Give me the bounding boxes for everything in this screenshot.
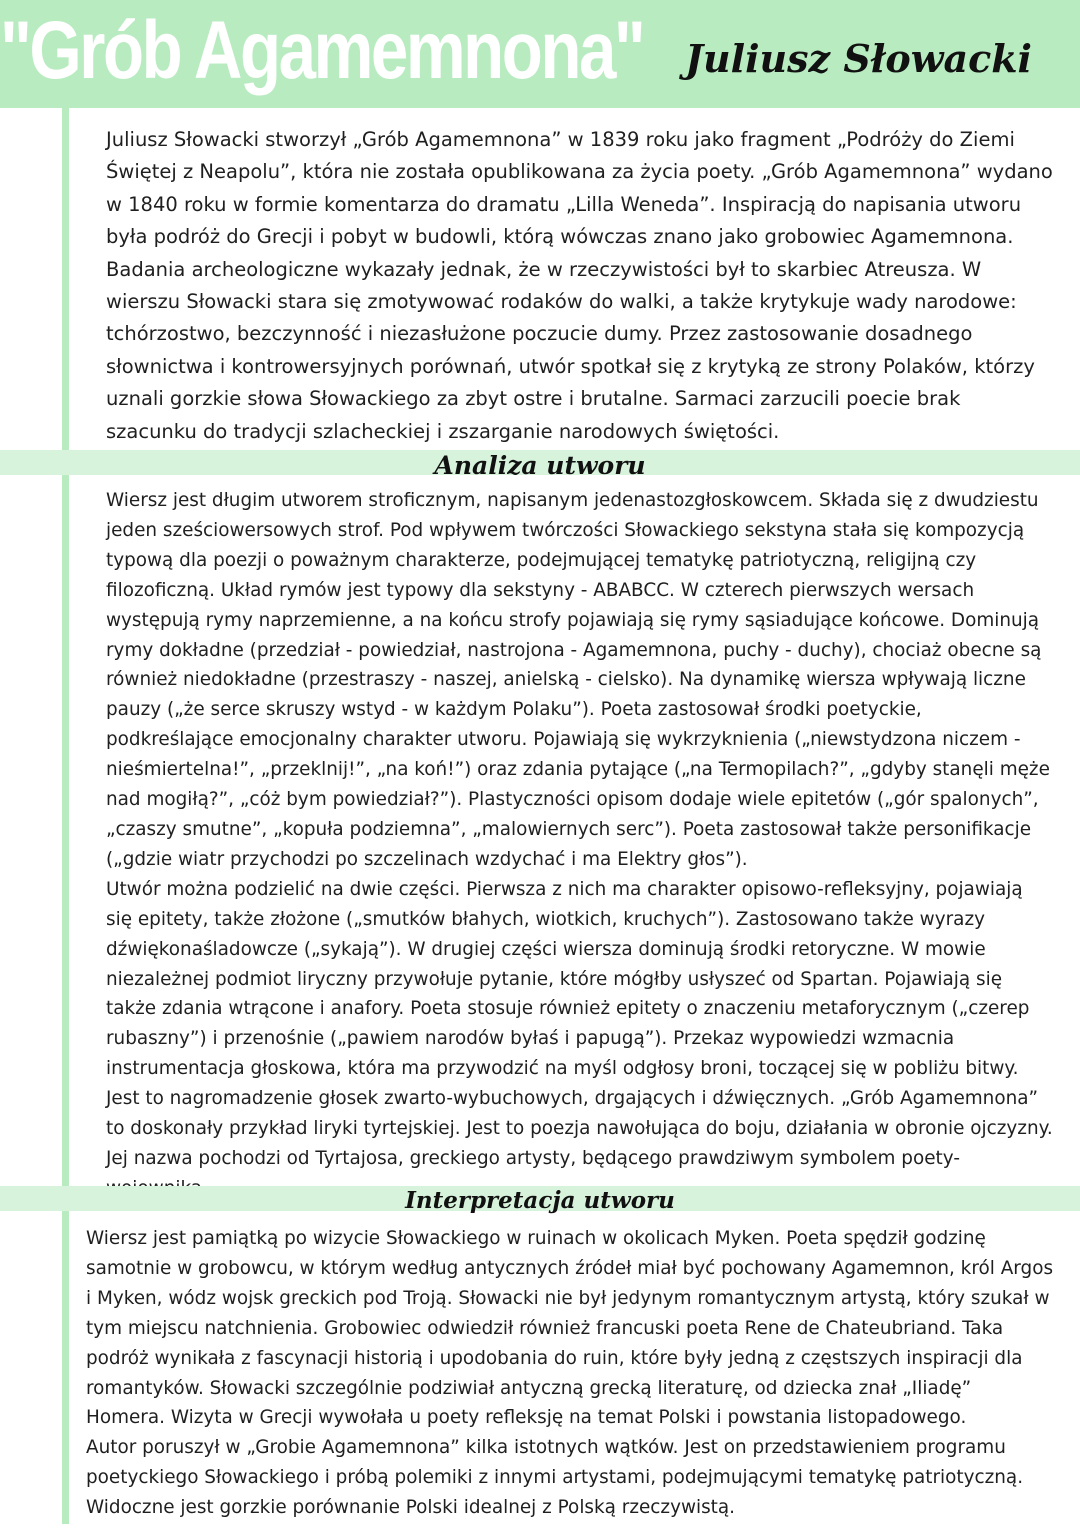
author-name: Juliusz Słowacki — [685, 36, 1032, 81]
section-title-analiza: Analiza utworu — [434, 451, 646, 480]
left-accent-line — [62, 108, 69, 1524]
interpretacja-body — [86, 1224, 1054, 1523]
analiza-paragraph-1: Wiersz jest długim utworem stroficznym, napisanym jedenastozgłoskowcem. Składa się z dwudziestu jeden sześciowersowych strof. Pod wpływem twórczości Słowackiego sekstyna stała się kompozycją typową dla poezji o poważnym charakterze, podejmującej tematykę patriotyczną, religijną czy filozoficzną. Układ rymów jest typowy dla sekstyny - ABABCC. W czterech pierwszych wersach występują rymy naprzemienne, a na końcu strofy pojawiają się rymy sąsiadujące końcowe. Dominują rymy dokładne (przedział - powiedział, nastrojona - Agamemnona, puchy - duchy), chociaż obecne są również niedokładne (przestraszy - naszej, anielską - cielsko). Na dynamikę wiersza wpływają liczne pauzy („że serce skruszy wstyd - w każdym Polaku”). Poeta zastosował środki poetyckie, podkreślające emocjonalny charakter utworu. Pojawiają się wykrzyknienia („niewstydzona niczem - nieśmiertelna!”, „przeklnij!”, „na koń!”) oraz zdania pytające („na Termopilach?”, „gdyby stanęli męże nad mogiłą?”, „cóż bym powiedział?”). Plastyczności opisom dodaje wiele epitetów („gór spalonych”, „czaszy smutne”, „kopuła podziemna”, „malowiernych serc”). Poeta zastosował także personifikacje („gdzie wiatr przychodzi po szczelinach wzdychać i ma Elektry głos”). — [106, 490, 1050, 870]
section-title-interpretacja: Interpretacja utworu — [405, 1187, 675, 1214]
intro-paragraph: Juliusz Słowacki stworzył „Grób Agamemnona” w 1839 roku jako fragment „Podróży do Ziemi Świętej z Neapolu”, która nie została opublikowana za życia poety. „Grób Agamemnona” wydano w 1840 roku w formie komentarza do dramatu „Lilla Weneda”. Inspiracją do napisania utworu była podróż do Grecji i pobyt w budowli, którą wówczas znano jako grobowiec Agamemnona. Badania archeologiczne wykazały jednak, że w rzeczywistości był to skarbiec Atreusza. W wierszu Słowacki stara się zmotywować rodaków do walki, a także krytykuje wady narodowe: tchórzostwo, bezczynność i niezasłużone poczucie dumy. Przez zastosowanie dosadnego słownictwa i kontrowersyjnych porównań, utwór spotkał się z krytyką ze strony Polaków, którzy uznali gorzkie słowa Słowackiego za zbyt ostre i brutalne. Sarmaci zarzucili poecie brak szacunku do tradycji szlacheckiej i zszarganie narodowych świętości. — [106, 128, 1053, 443]
interpretacja-paragraph-1: Wiersz jest pamiątką po wizycie Słowackiego w ruinach w okolicach Myken. Poeta spędził godzinę samotnie w grobowcu, w którym według antycznych źródeł miał być pochowany Agamemnon, król Argos i Myken, wódz wojsk greckich pod Troją. Słowacki nie był jedynym romantycznym artystą, który szukał w tym miejscu natchnienia. Grobowiec odwiedził również francuski poeta Rene de Chateubriand. Taka podróż wynikała z fascynacji historią i upodobania do ruin, które były jedną z częstszych inspiracji dla romantyków. Słowacki szczególnie podziwiał antyczną grecką literaturę, od dziecka znał „Iliadę” Homera. Wizyta w Grecji wywołała u poety refleksję na temat Polski i powstania listopadowego. — [86, 1228, 1054, 1429]
analiza-body — [106, 486, 1054, 1204]
analiza-paragraph-2: Utwór można podzielić na dwie części. Pierwsza z nich ma charakter opisowo-refleksyjny, pojawiają się epitety, także złożone („smutków błahych, wiotkich, kruchych”). Zastosowano także wyrazy dźwiękonaśladowcze („sykają”). W drugiej części wiersza dominują środki retoryczne. W mowie niezależnej podmiot liryczny przywołuje pytanie, które mógłby usłyszeć od Spartan. Pojawiają się także zdania wtrącone i anafory. Poeta stosuje również epitety o znaczeniu metaforycznym („czerep rubaszny”) i przenośnie („pawiem narodów byłaś i papugą”). Przekaz wypowiedzi wzmacnia instrumentacja głoskowa, która ma przywodzić na myśl odgłosy broni, toczącej się w pobliżu bitwy. Jest to nagromadzenie głosek zwarto-wybuchowych, drgających i dźwięcznych. „Grób Agamemnona” to doskonały przykład liryki tyrtejskiej. Jest to poezja nawołująca do boju, działania w obronie ojczyzny. Jej nazwa pochodzi od Tyrtajosa, greckiego artysty, będącego prawdziwym symbolem poety- — [106, 878, 1053, 1169]
page-title: "Grób Agamemnona" — [0, 5, 644, 96]
interpretacja-paragraph-2: Autor poruszył w „Grobie Agamemnona” kilka istotnych wątków. Jest on przedstawieniem programu poetyckiego Słowackiego i próbą polemiki z innymi artystami, podejmującymi tematykę patriotyczną. Widoczne jest gorzkie porównanie Polski idealnej z Polską rzeczywistą. — [86, 1437, 1024, 1519]
